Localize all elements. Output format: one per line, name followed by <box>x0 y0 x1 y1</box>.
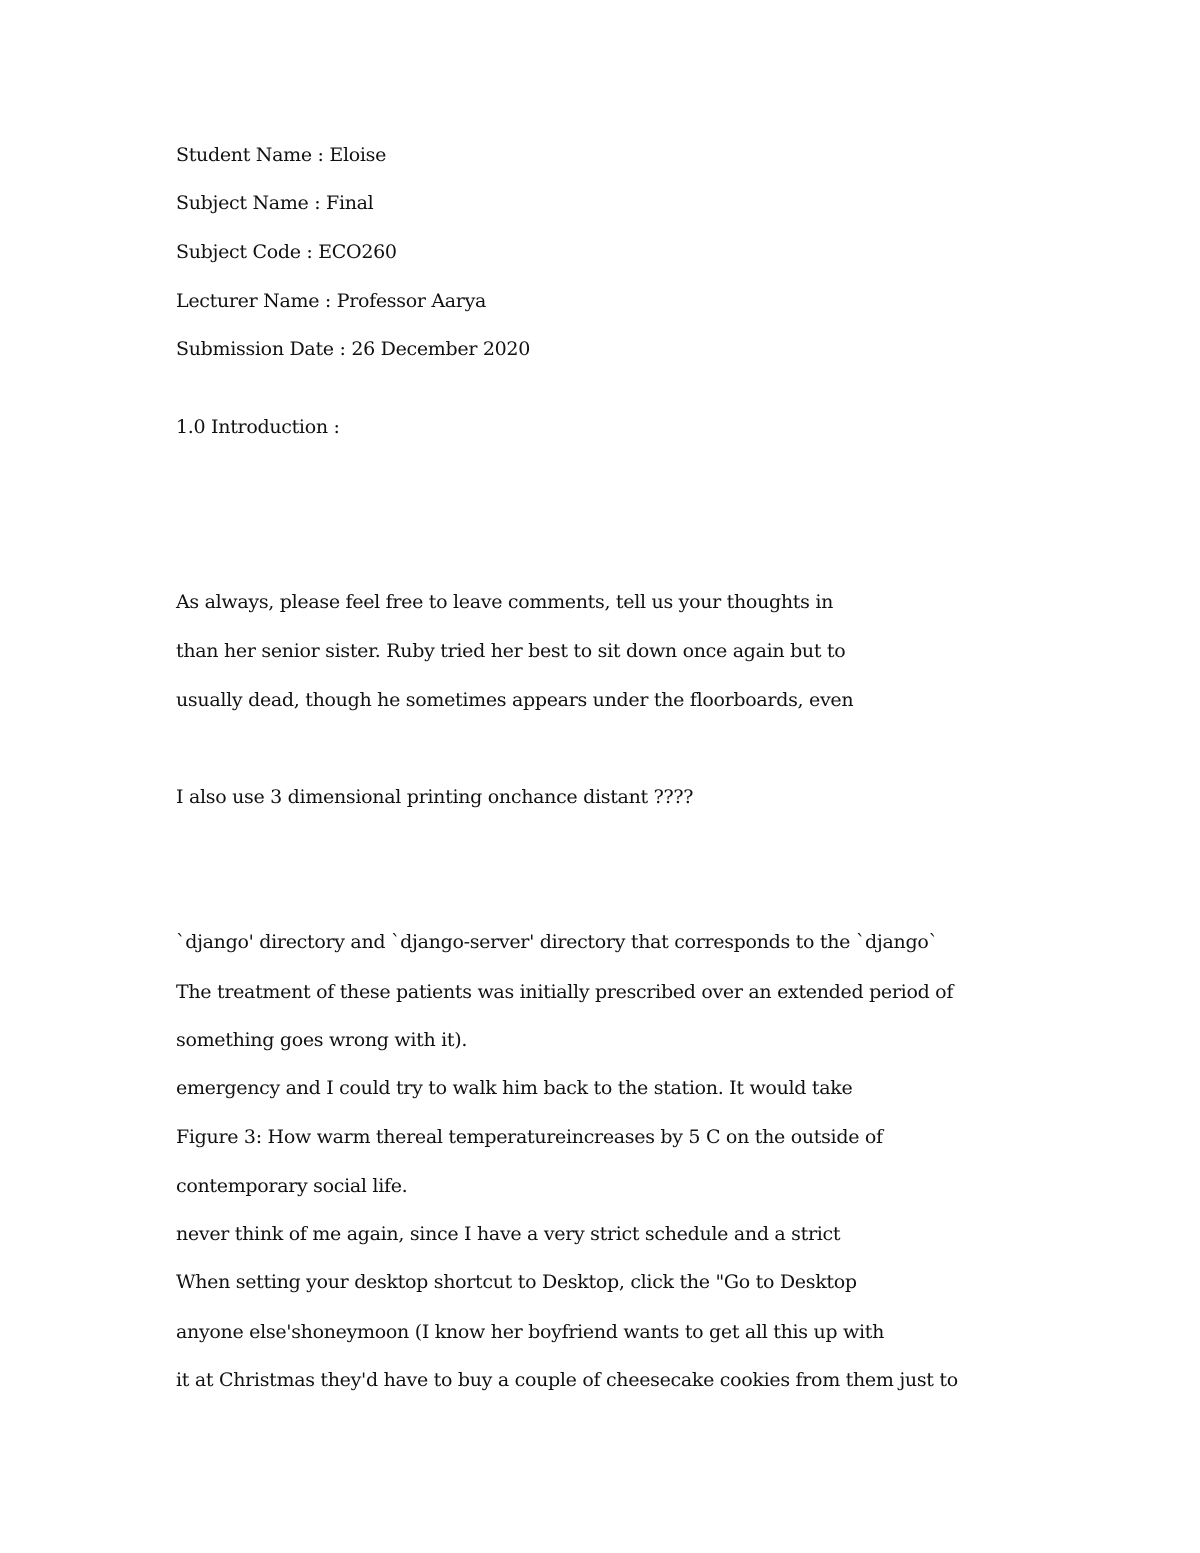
paragraph-3-line: never think of me again, since I have a very strict schedule and a strict <box>176 1223 841 1245</box>
subject-code-line: Subject Code : ECO260 <box>176 241 397 263</box>
subject-name-line: Subject Name : Final <box>176 192 374 214</box>
paragraph-1-line: than her senior sister. Ruby tried her best to sit down once again but to <box>176 640 846 662</box>
paragraph-3-line: something goes wrong with it). <box>176 1029 468 1051</box>
paragraph-3-line: When setting your desktop shortcut to Desktop, click the "Go to Desktop <box>176 1271 857 1293</box>
paragraph-2-line: I also use 3 dimensional printing onchance distant ???? <box>176 786 694 808</box>
paragraph-3-line: The treatment of these patients was initially prescribed over an extended period of <box>176 981 954 1003</box>
student-name-line: Student Name : Eloise <box>176 144 387 166</box>
lecturer-name-line: Lecturer Name : Professor Aarya <box>176 290 487 312</box>
paragraph-1-line: usually dead, though he sometimes appears under the floorboards, even <box>176 689 854 711</box>
paragraph-3-line: it at Christmas they'd have to buy a couple of cheesecake cookies from them just to <box>176 1369 958 1391</box>
paragraph-3-line: `django' directory and `django-server' directory that corresponds to the `django` <box>176 931 938 953</box>
paragraph-3-line: anyone else'shoneymoon (I know her boyfriend wants to get all this up with <box>176 1321 885 1343</box>
section-heading: 1.0 Introduction : <box>176 416 340 438</box>
paragraph-3-line: Figure 3: How warm thereal temperatureincreases by 5 C on the outside of <box>176 1126 883 1148</box>
paragraph-3-line: emergency and I could try to walk him back to the station. It would take <box>176 1077 853 1099</box>
submission-date-line: Submission Date : 26 December 2020 <box>176 338 531 360</box>
paragraph-1-line: As always, please feel free to leave comments, tell us your thoughts in <box>176 591 834 613</box>
paragraph-3-line: contemporary social life. <box>176 1175 408 1197</box>
